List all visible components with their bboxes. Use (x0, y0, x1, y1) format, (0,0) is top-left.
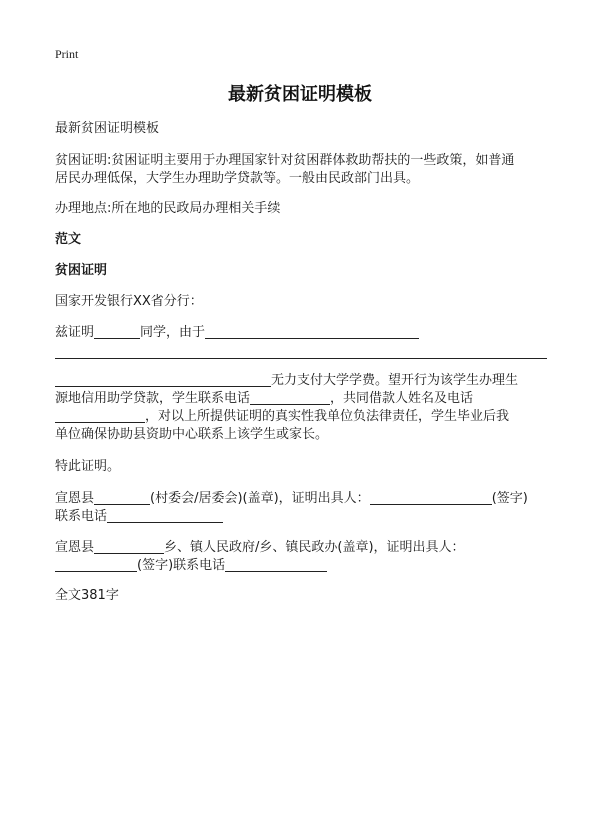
sign2-sig-phone: (签字)联系电话 (137, 558, 226, 573)
sign2-mid: 乡、镇人民政府/乡、镇民政办(盖章)，证明出具人： (164, 540, 465, 555)
location-text: 办理地点:所在地的民政局办理相关手续 (55, 201, 281, 216)
intro-line-1: 贫困证明:贫困证明主要用于办理国家针对贫困群体救助帮扶的一些政策，如普通 (55, 153, 515, 168)
body-line-6: 单位确保协助县资助中心联系上该学生或家长。 (55, 427, 329, 442)
reason-blank[interactable] (205, 322, 419, 339)
sample-heading: 范文 (55, 232, 82, 247)
special-note: 特此证明。 (55, 459, 121, 474)
student-name-blank[interactable] (94, 322, 140, 339)
issuer-blank-2[interactable] (55, 555, 137, 572)
sign1-county: 宣恩县 (55, 491, 95, 506)
subtitle: 最新贫困证明模板 (55, 121, 160, 136)
intro-line-2: 居民办理低保，大学生办理助学贷款等。一般由民政部门出具。 (55, 171, 420, 186)
phone-blank-2[interactable] (225, 555, 327, 572)
reason-blank-line-3[interactable] (55, 370, 271, 387)
sign1-sig: (签字) (491, 491, 528, 506)
co-borrower-blank[interactable] (55, 406, 145, 423)
village-blank[interactable] (94, 488, 150, 505)
sign1-mid: (村委会/居委会)(盖章)，证明出具人： (150, 491, 370, 506)
body-l4-tail: ，共同借款人姓名及电话 (330, 391, 474, 406)
body-l5-tail: ，对以上所提供证明的真实性我单位负法律责任，学生毕业后我 (145, 409, 510, 424)
body-line-1 (55, 322, 550, 344)
sign1-phone: 联系电话 (55, 509, 108, 524)
body-l1-b: 同学，由于 (140, 325, 206, 340)
phone-blank-1[interactable] (107, 506, 223, 523)
cert-heading: 贫困证明 (55, 263, 108, 278)
print-link[interactable]: Print (55, 47, 79, 61)
page-title: 最新贫困证明模板 (228, 84, 372, 105)
student-phone-blank[interactable] (250, 388, 330, 405)
issuer-blank-1[interactable] (370, 488, 492, 505)
word-count: 全文381字 (55, 588, 119, 603)
reason-blank-line-2[interactable] (55, 358, 547, 359)
body-l1-a: 兹证明 (55, 325, 95, 340)
addressee: 国家开发银行XX省分行： (55, 294, 203, 309)
sign2-line-2 (55, 555, 550, 577)
sign1-line-2 (55, 506, 550, 528)
body-l3-tail: 无力支付大学学费。望开行为该学生办理生 (271, 373, 519, 388)
township-blank[interactable] (94, 537, 164, 554)
body-l4: 源地信用助学贷款，学生联系电话 (55, 391, 251, 406)
sign2-county: 宣恩县 (55, 540, 95, 555)
